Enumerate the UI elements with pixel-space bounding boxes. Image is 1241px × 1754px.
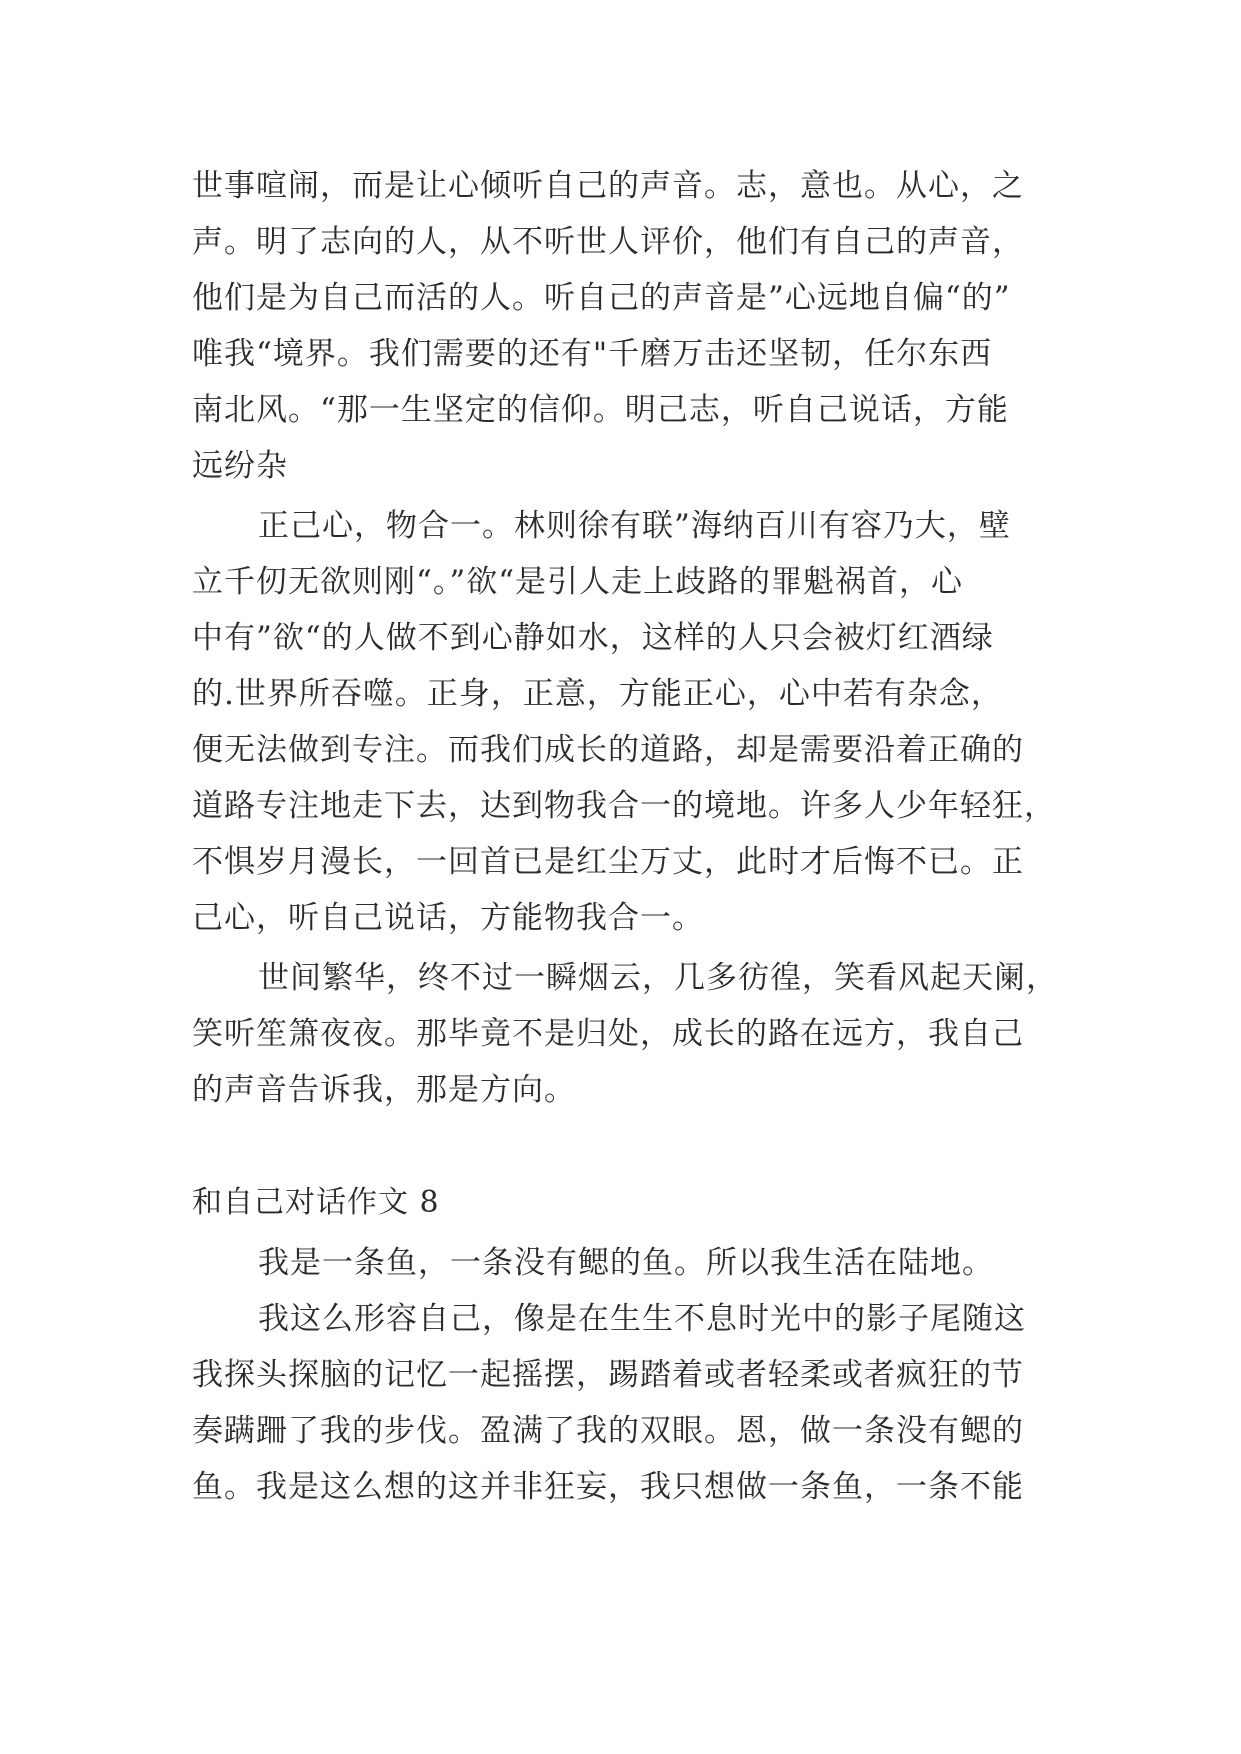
paragraph-line: 南北风。“那一生坚定的信仰。明己志，听自己说话，方能 bbox=[192, 392, 1009, 428]
paragraph-line: 奏蹒跚了我的步伐。盈满了我的双眼。恩，做一条没有鳃的 bbox=[192, 1413, 1024, 1449]
paragraph-line: 远纷杂 bbox=[192, 448, 288, 484]
paragraph-line: 道路专注地走下去，达到物我合一的境地。许多人少年轻狂， bbox=[192, 788, 1056, 824]
paragraph-line: 我是一条鱼，一条没有鳃的鱼。所以我生活在陆地。 bbox=[258, 1245, 994, 1281]
paragraph-line: 我这么形容自己，像是在生生不息时光中的影子尾随这 bbox=[258, 1301, 1026, 1337]
paragraph-line: 世间繁华，终不过一瞬烟云，几多彷徨，笑看风起天阑， bbox=[258, 960, 1058, 996]
paragraph-line: 的声音告诉我，那是方向。 bbox=[192, 1072, 576, 1108]
paragraph-line: 不惧岁月漫长，一回首已是红尘万丈，此时才后悔不已。正 bbox=[192, 844, 1024, 880]
paragraph-line: 他们是为自己而活的人。听自己的声音是”心远地自偏“的” bbox=[192, 280, 1011, 316]
paragraph-line: 我探头探脑的记忆一起摇摆，踢踏着或者轻柔或者疯狂的节 bbox=[192, 1357, 1024, 1393]
paragraph-line: 便无法做到专注。而我们成长的道路，却是需要沿着正确的 bbox=[192, 732, 1024, 768]
paragraph-line: 鱼。我是这么想的这并非狂妄，我只想做一条鱼，一条不能 bbox=[192, 1469, 1024, 1505]
paragraph-line: 的.世界所吞噬。正身，正意，方能正心，心中若有杂念， bbox=[192, 676, 1003, 712]
paragraph-line: 己心，听自己说话，方能物我合一。 bbox=[192, 900, 704, 936]
paragraph-line: 中有”欲“的人做不到心静如水，这样的人只会被灯红酒绿 bbox=[192, 620, 994, 656]
section-heading: 和自己对话作文 8 bbox=[192, 1185, 440, 1220]
paragraph-line: 笑听笙箫夜夜。那毕竟不是归处，成长的路在远方，我自己 bbox=[192, 1016, 1024, 1052]
paragraph-line: 正己心，物合一。林则徐有联”海纳百川有容乃大，壁 bbox=[258, 508, 1011, 544]
paragraph-line: 声。明了志向的人，从不听世人评价，他们有自己的声音， bbox=[192, 224, 1024, 260]
paragraph-line: 唯我“境界。我们需要的还有"千磨万击还坚韧，任尔东西 bbox=[192, 336, 993, 372]
paragraph-line: 世事喧闹，而是让心倾听自己的声音。志，意也。从心，之 bbox=[192, 168, 1024, 204]
paragraph-line: 立千仞无欲则刚“。”欲“是引人走上歧路的罪魁祸首，心 bbox=[192, 564, 964, 600]
